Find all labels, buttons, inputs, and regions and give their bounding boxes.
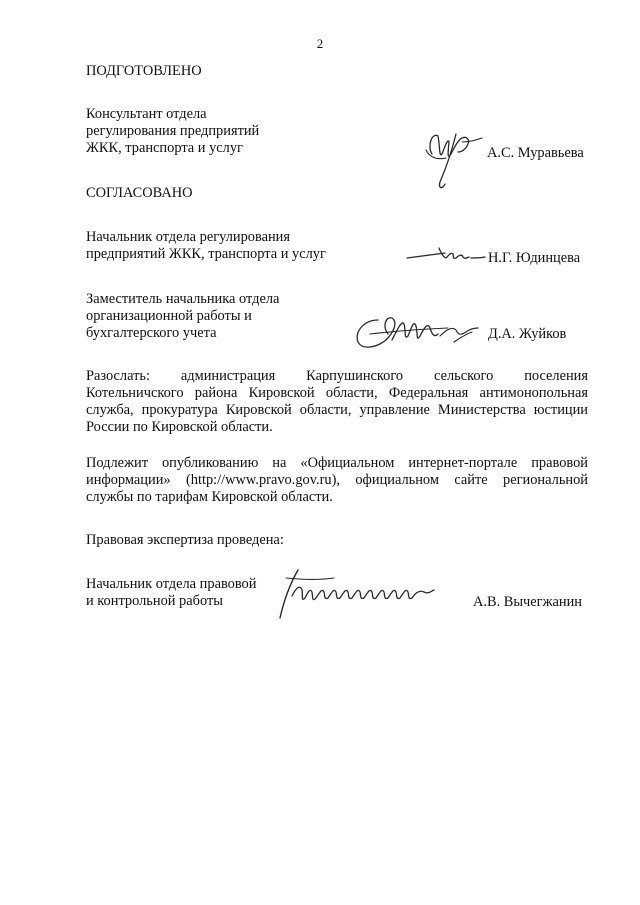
distribution-line: служба, прокуратура Кировской области, управление Министерства юстиции bbox=[86, 402, 588, 418]
agreed-signer-1-name: Н.Г. Юдинцева bbox=[488, 250, 581, 266]
distribution-line: России по Кировской области. bbox=[86, 419, 273, 435]
agreed-heading: СОГЛАСОВАНО bbox=[86, 185, 193, 201]
distribution-line: Разослать: администрация Карпушинского сельского поселения bbox=[86, 368, 588, 384]
signer-position-line: бухгалтерского учета bbox=[86, 325, 217, 341]
page-number: 2 bbox=[316, 36, 324, 51]
legal-review-position bbox=[86, 576, 256, 610]
prepared-position-line: ЖКК, транспорта и услуг bbox=[86, 140, 243, 156]
signer-position-line: Начальник отдела регулирования bbox=[86, 229, 291, 245]
agreed-signer-2-position bbox=[86, 291, 279, 342]
distribution-paragraph bbox=[86, 368, 588, 436]
legal-review-position-line: и контрольной работы bbox=[86, 593, 223, 609]
signature-vychegzhanin bbox=[272, 566, 438, 624]
signature-zhuykov bbox=[348, 310, 482, 354]
prepared-heading: ПОДГОТОВЛЕНО bbox=[86, 63, 202, 79]
prepared-position bbox=[86, 106, 259, 157]
signature-yudintseva bbox=[405, 244, 487, 266]
signer-position-line: предприятий ЖКК, транспорта и услуг bbox=[86, 246, 326, 262]
signer-position-line: организационной работы и bbox=[86, 308, 252, 324]
publication-line: Подлежит опубликованию на «Официальном интернет-портале правовой bbox=[86, 455, 588, 471]
signer-position-line: Заместитель начальника отдела bbox=[86, 291, 280, 307]
publication-line: службы по тарифам Кировской области. bbox=[86, 489, 333, 505]
agreed-signer-1-position bbox=[86, 229, 326, 263]
legal-review-position-line: Начальник отдела правовой bbox=[86, 576, 257, 592]
prepared-position-line: регулирования предприятий bbox=[86, 123, 260, 139]
prepared-position-line: Консультант отдела bbox=[86, 106, 207, 122]
legal-review-name: А.В. Вычегжанин bbox=[473, 594, 583, 610]
agreed-signer-2-name: Д.А. Жуйков bbox=[488, 326, 567, 342]
prepared-name: А.С. Муравьева bbox=[487, 145, 584, 161]
legal-review-statement: Правовая экспертиза проведена: bbox=[86, 532, 284, 548]
publication-line: информации» (http://www.pravo.gov.ru), официальном сайте региональной bbox=[86, 472, 588, 488]
publication-paragraph bbox=[86, 455, 588, 506]
signature-muravyeva bbox=[418, 118, 488, 198]
distribution-line: Котельничского района Кировской области, Федеральная антимонопольная bbox=[86, 385, 588, 401]
